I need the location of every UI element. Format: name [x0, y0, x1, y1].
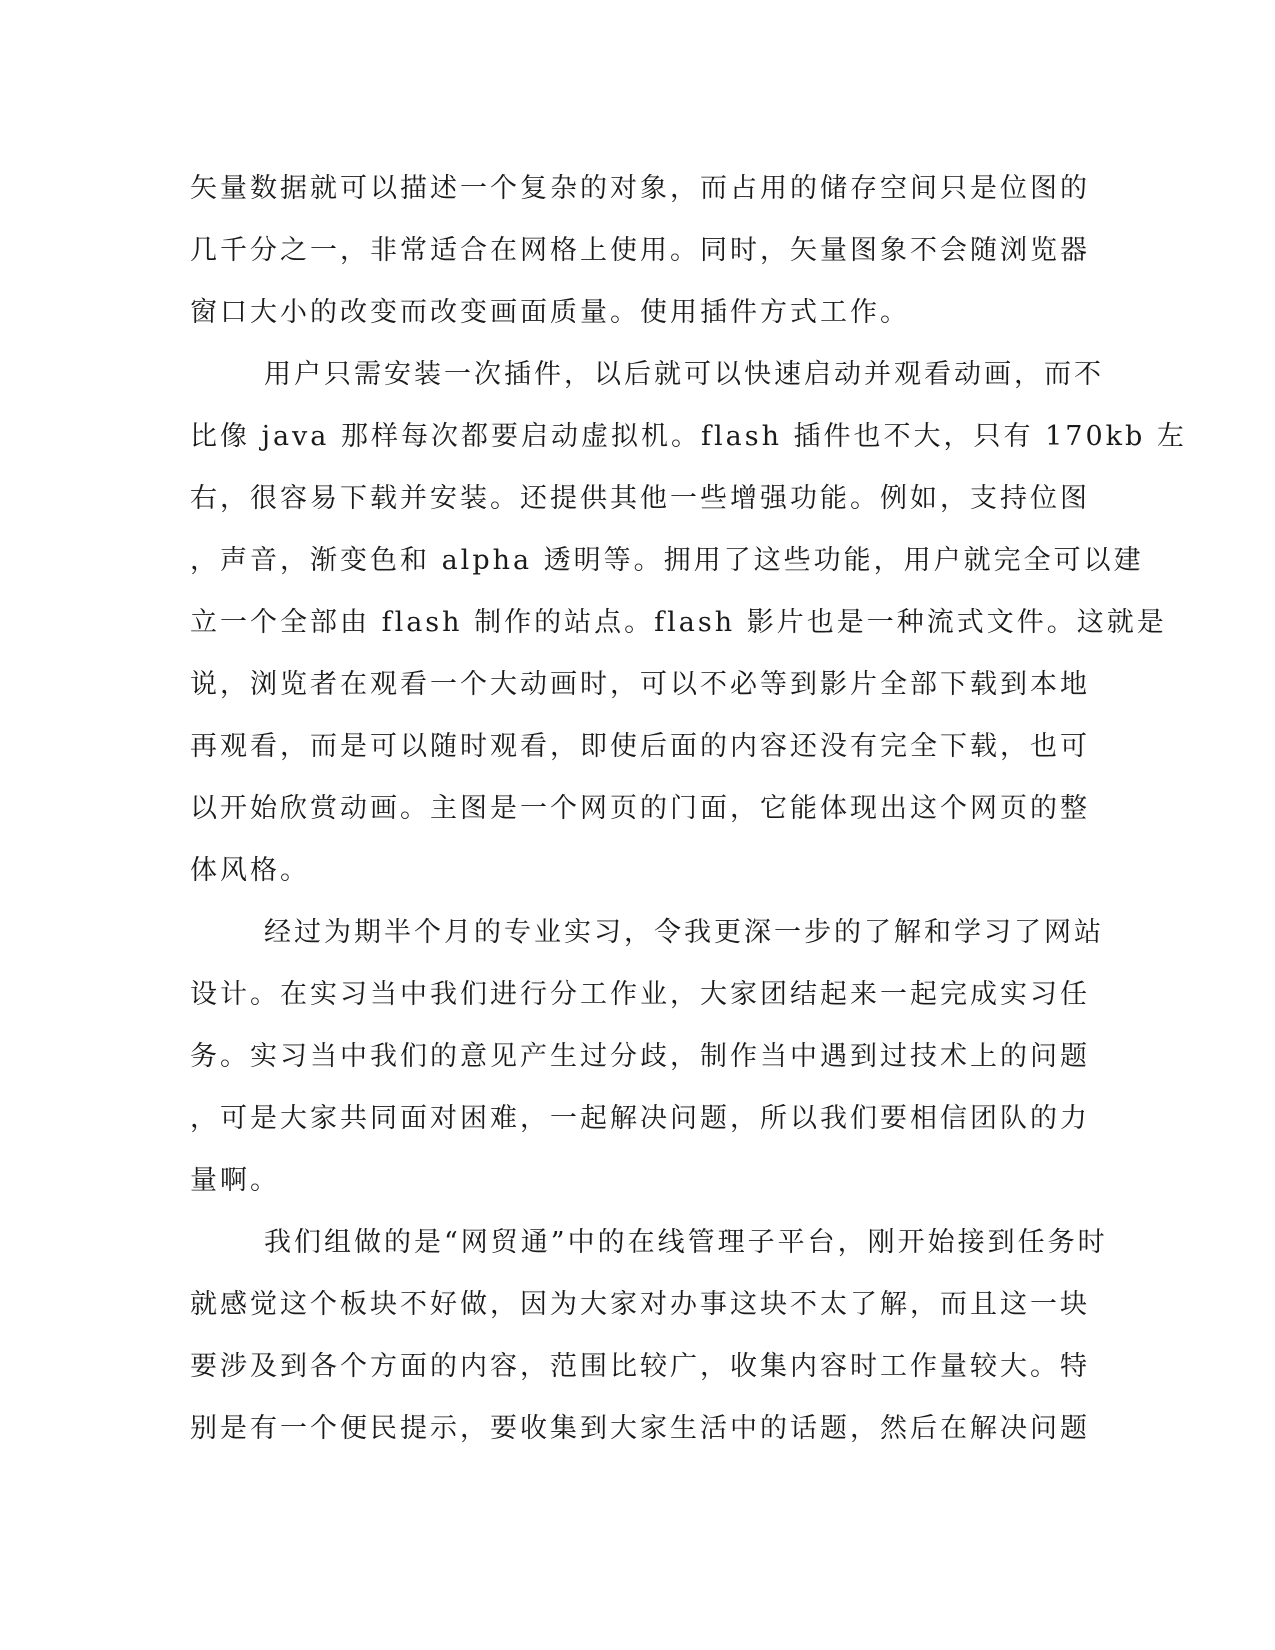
- text-line: 要涉及到各个方面的内容，范围比较广，收集内容时工作量较大。特: [190, 1351, 1090, 1382]
- paragraph-start-line: 用户只需安装一次插件，以后就可以快速启动并观看动画，而不: [264, 359, 1104, 390]
- text-line: 立一个全部由 flash 制作的站点。flash 影片也是一种流式文件。这就是: [190, 607, 1167, 638]
- text-line: 别是有一个便民提示，要收集到大家生活中的话题，然后在解决问题: [190, 1413, 1090, 1444]
- text-line: 以开始欣赏动画。主图是一个网页的门面，它能体现出这个网页的整: [190, 793, 1090, 824]
- text-line: 几千分之一，非常适合在网格上使用。同时，矢量图象不会随浏览器: [190, 235, 1090, 266]
- text-line: 就感觉这个板块不好做，因为大家对办事这块不太了解，而且这一块: [190, 1289, 1090, 1320]
- document-body: [190, 158, 1187, 1460]
- text-line: 右，很容易下载并安装。还提供其他一些增强功能。例如，支持位图: [190, 483, 1090, 514]
- text-line: 窗口大小的改变而改变画面质量。使用插件方式工作。: [190, 297, 910, 328]
- text-line: ，声音，渐变色和 alpha 透明等。拥用了这些功能，用户就完全可以建: [190, 545, 1144, 576]
- text-line: 比像 java 那样每次都要启动虚拟机。flash 插件也不大，只有 170kb 左: [190, 421, 1187, 452]
- text-line: ，可是大家共同面对困难，一起解决问题，所以我们要相信团队的力: [190, 1103, 1090, 1134]
- text-line: 矢量数据就可以描述一个复杂的对象，而占用的储存空间只是位图的: [190, 173, 1090, 204]
- text-line: 说，浏览者在观看一个大动画时，可以不必等到影片全部下载到本地: [190, 669, 1090, 700]
- paragraph-start-line: 经过为期半个月的专业实习，令我更深一步的了解和学习了网站: [264, 917, 1104, 948]
- text-line: 体风格。: [190, 855, 310, 886]
- paragraph-start-line: 我们组做的是“网贸通”中的在线管理子平台，刚开始接到任务时: [264, 1227, 1108, 1258]
- text-line: 再观看，而是可以随时观看，即使后面的内容还没有完全下载，也可: [190, 731, 1090, 762]
- text-line: 设计。在实习当中我们进行分工作业，大家团结起来一起完成实习任: [190, 979, 1090, 1010]
- text-line: 务。实习当中我们的意见产生过分歧，制作当中遇到过技术上的问题: [190, 1041, 1090, 1072]
- text-line: 量啊。: [190, 1165, 280, 1196]
